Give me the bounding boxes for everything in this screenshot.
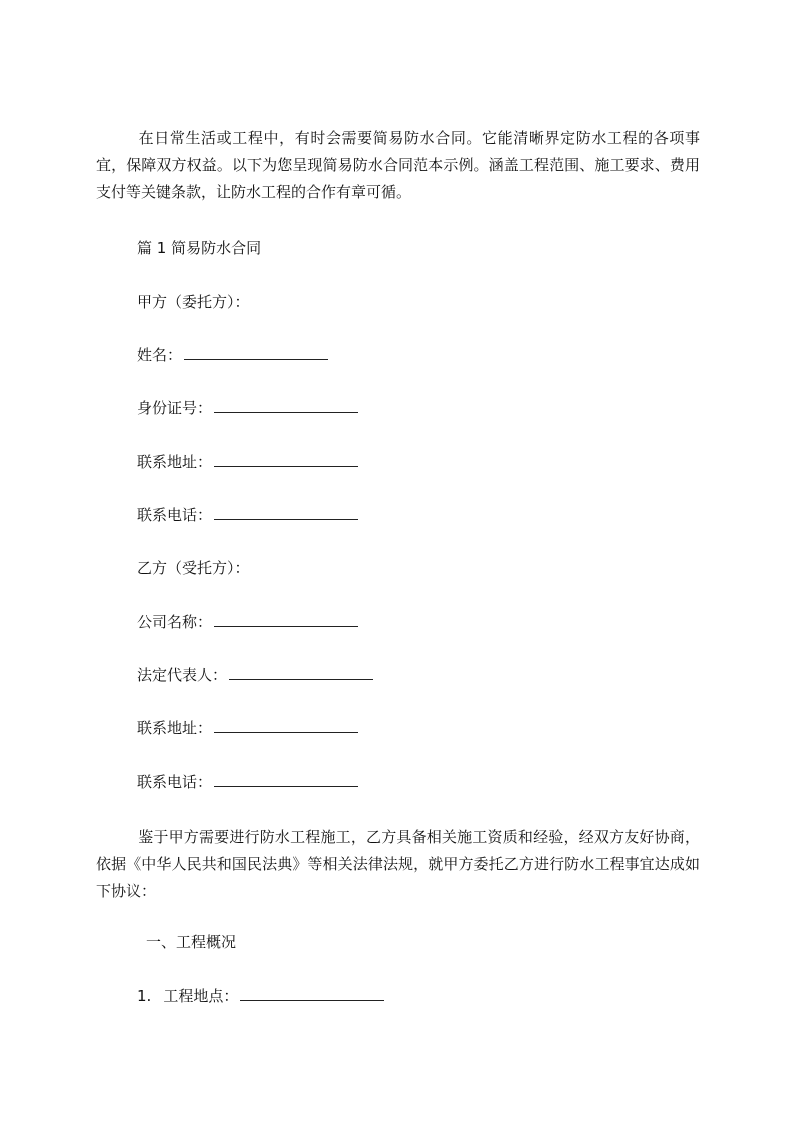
section-1-item-location — [137, 986, 384, 1006]
party-b-representative-field — [137, 665, 373, 685]
fill-in-blank — [214, 505, 358, 520]
field-label: 姓名： — [137, 346, 183, 364]
fill-in-blank — [214, 398, 358, 413]
article-title: 篇 1 简易防水合同 — [137, 239, 262, 257]
party-a-name-field — [137, 345, 328, 365]
party-a-heading: 甲方（委托方）： — [137, 293, 250, 311]
item-number: 1. — [137, 987, 152, 1005]
fill-in-blank — [184, 345, 328, 360]
party-a-phone-field — [137, 505, 358, 525]
fill-in-blank — [229, 665, 373, 680]
field-label: 联系电话： — [137, 773, 213, 791]
party-b-heading: 乙方（受托方）： — [137, 559, 250, 577]
field-label: 联系地址： — [137, 719, 213, 737]
field-label: 公司名称： — [137, 613, 213, 631]
preamble-paragraph — [96, 824, 700, 905]
field-label: 工程地点： — [163, 987, 239, 1005]
fill-in-blank — [240, 986, 384, 1001]
fill-in-blank — [214, 612, 358, 627]
party-a-address-field — [137, 452, 358, 472]
field-label: 联系电话： — [137, 506, 213, 524]
fill-in-blank — [214, 772, 358, 787]
field-label: 法定代表人： — [137, 666, 228, 684]
intro-text: 在日常生活或工程中，有时会需要简易防水合同。它能清晰界定防水工程的各项事宜，保障双方权益。以下为您呈现简易防水合同范本示例。涵盖工程范围、施工要求、费用支付等关键条款，让防水工程的合作有章可循。 — [96, 129, 700, 201]
field-label: 联系地址： — [137, 453, 213, 471]
party-a-id-field — [137, 398, 358, 418]
preamble-text: 鉴于甲方需要进行防水工程施工，乙方具备相关施工资质和经验，经双方友好协商，依据《中华人民共和国民法典》等相关法律法规，就甲方委托乙方进行防水工程事宜达成如下协议： — [96, 828, 700, 900]
fill-in-blank — [214, 452, 358, 467]
party-b-phone-field — [137, 772, 358, 792]
intro-paragraph — [96, 125, 700, 206]
section-1-heading: 一、工程概况 — [146, 933, 237, 951]
party-b-company-field — [137, 612, 358, 632]
party-b-address-field — [137, 718, 358, 738]
field-label: 身份证号： — [137, 399, 213, 417]
fill-in-blank — [214, 718, 358, 733]
